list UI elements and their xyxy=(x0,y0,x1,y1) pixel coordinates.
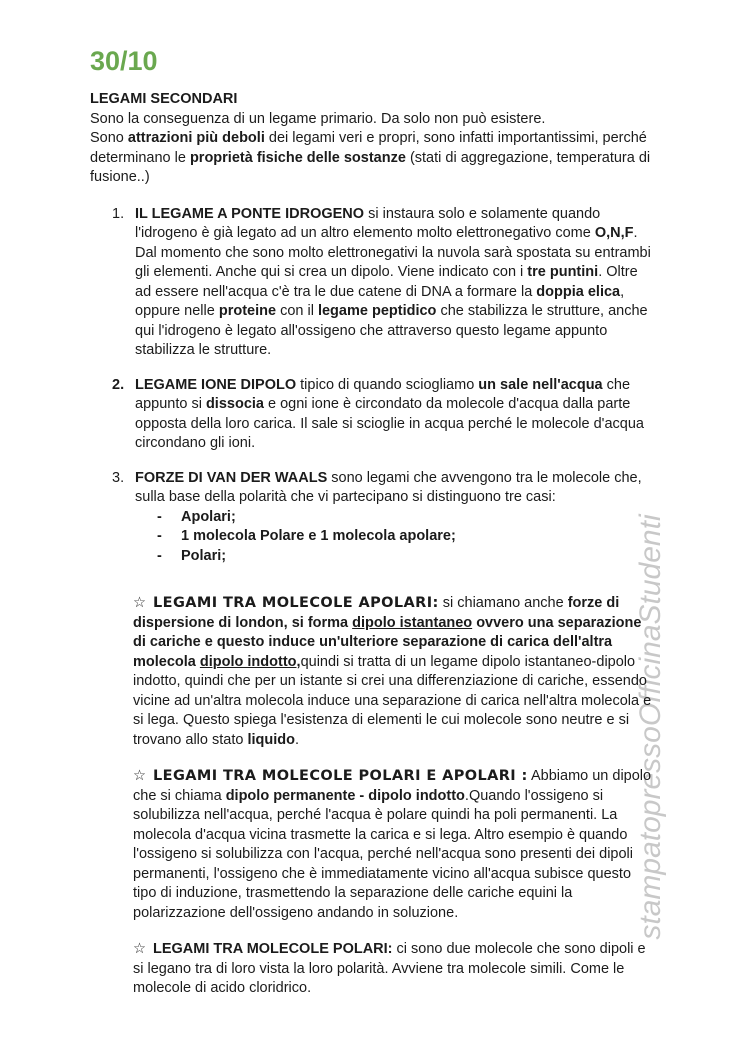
star-icon: ☆ xyxy=(133,768,146,784)
sub-item-label: Apolari; xyxy=(181,508,236,525)
sub-item-label: Polari; xyxy=(181,547,227,564)
section-paragraph-polari xyxy=(133,940,657,999)
sub-list xyxy=(90,508,657,567)
dash-bullet: - xyxy=(157,528,162,544)
star-icon: ☆ xyxy=(133,941,146,957)
sub-list-item xyxy=(90,527,657,547)
item-text xyxy=(135,469,657,508)
item-text: IL LEGAME A PONTE IDROGENO si instaura solo e solamente quando l'idrogeno è già legato ad un altro elemento molto elettronegativo come O,N,F. Dal momento che sono molto elettronegativi la nuvola sarà spostata su entrambi gli elementi. Anche qui si crea un dipolo. Viene indicato con i tre puntini. Oltre ad essere nell'acqua c'è tra le due catene di DNA a formare la doppia elica, oppure nelle proteine con il legame peptidico che stabilizza le strutture, anche qui l'idrogeno è legato all'ossigeno che attraverso questo legame appunto stabilizza le strutture. xyxy=(135,205,651,358)
item-number: 1. xyxy=(112,205,125,222)
doc-title: LEGAMI SECONDARI xyxy=(90,91,238,107)
section-paragraph-apolari xyxy=(133,594,657,750)
sub-list-item xyxy=(90,547,657,567)
list-item xyxy=(90,469,657,508)
star-icon: ☆ xyxy=(133,595,146,611)
list-item xyxy=(90,376,657,454)
section-text: LEGAMI TRA MOLECOLE APOLARI: si chiamano anche forze di dispersione di london, si forma dipolo istantaneo ovvero una separazione di cariche e questo induce un'ulteriore separazione di carica dell'altra molecola dipolo indotto,quindi si tratta di un legame dipolo istantaneo-dipolo indotto, quindi che per un istante si crei una differenziazione di cariche, essendo vicine ad un'altra molecola induce una separazione di carica nell'altra molecola e si lega. Questo spiega l'esistenza di elementi le cui molecole sono neutre e si trovano allo stato liquido. xyxy=(133,595,652,748)
dash-bullet: - xyxy=(157,508,162,525)
numbered-list xyxy=(90,205,657,567)
section-text: LEGAMI TRA MOLECOLE POLARI E APOLARI : Abbiamo un dipolo che si chiama dipolo permanente - dipolo indotto.Quando l'ossigeno si solubilizza nell'acqua, perché l'acqua è polare quindi ha poli permanenti. La molecola d'acqua vicina trasmette la carica e si lega. Altro esempio è quando l'ossigeno si solubilizza con l'acqua, perché nell'acqua sono presenti dei dipoli permanenti, l'ossigeno che è immediatamente vicino all'acqua subisce questo tipo di induzione, trasmettendo la separazione delle cariche equini la polarizzazione dell'ossigeno andando in soluzione. xyxy=(133,768,652,921)
section-text: LEGAMI TRA MOLECOLE POLARI: ci sono due molecole che sono dipoli e si legano tra di loro vista la loro polarità. Avviene tra molecole simili. Come le molecole di acido cloridrico. xyxy=(133,941,646,996)
sub-item-label: 1 molecola Polare e 1 molecola apolare; xyxy=(181,528,456,544)
intro-paragraph-1: Sono la conseguenza di un legame primario. Da solo non può esistere. xyxy=(90,110,546,127)
section-paragraph-polari-apolari xyxy=(133,767,657,923)
list-item xyxy=(90,205,657,361)
watermark: stampatopressoOfficinaStudenti xyxy=(634,514,667,940)
item-number: 3. xyxy=(112,469,125,486)
item-number: 2. xyxy=(112,376,125,393)
page-title: 30/10 xyxy=(90,46,158,76)
item-text: LEGAME IONE DIPOLO tipico di quando sciogliamo un sale nell'acqua che appunto si dissocia e ogni ione è circondato da molecole d'acqua dalla parte opposta della loro carica. Il sale si scioglie in acqua perché le molecole d'acqua circondano gli ioni. xyxy=(135,376,644,451)
intro-paragraph-2: Sono attrazioni più deboli dei legami veri e propri, sono infatti importantissimi, perché determinano le proprietà fisiche delle sostanze (stati di aggregazione, temperatura di fusione..) xyxy=(90,130,651,185)
item-text-runs: FORZE DI VAN DER WAALS sono legami che avvengono tra le molecole che, sulla base della polarità che vi partecipano si distinguono tre casi: xyxy=(135,469,642,505)
sub-list-item xyxy=(90,508,657,528)
dash-bullet: - xyxy=(157,547,162,564)
